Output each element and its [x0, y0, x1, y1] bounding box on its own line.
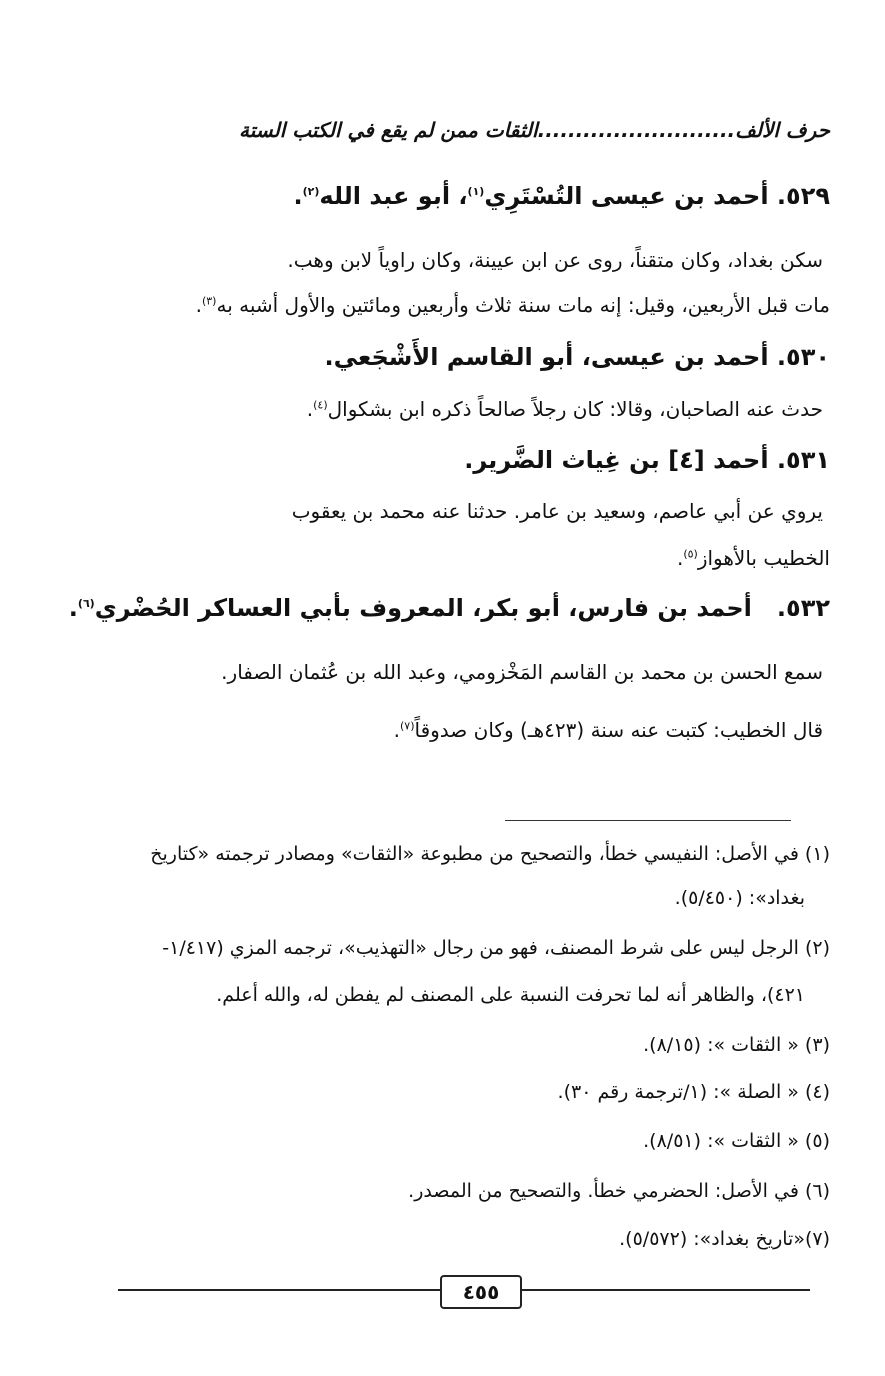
entry-531-line-1 — [55, 499, 823, 523]
text: قال الخطيب: كتبت عنه سنة (٤٢٣هـ) وكان صدوقاً — [414, 718, 823, 742]
footnote-ref: (٣) — [201, 294, 217, 308]
footnote-text: (٦) في الأصل: الحضرمي خطأ. والتصحيح من المصدر. — [408, 1180, 830, 1202]
footnote-ref: (٧) — [399, 719, 415, 733]
footnote-ref: (٦) — [77, 597, 95, 610]
entry-number: ٥٣٠. — [776, 343, 830, 371]
footnote-3 — [55, 1034, 830, 1056]
footnote-text: (٢) الرجل ليس على شرط المصنف، فهو من رجال «التهذيب»، ترجمه المزي (١/٤١٧- — [162, 937, 830, 959]
footnote-7 — [55, 1228, 830, 1250]
footnote-text: (٤) « الصلة »: (١/ترجمة رقم ٣٠). — [557, 1081, 830, 1103]
entry-name: أحمد بن فارس، أبو بكر، المعروف بأبي العساكر الحُضْري — [94, 594, 752, 622]
header-book-title: الثقات ممن لم يقع في الكتب الستة — [239, 118, 538, 142]
footnote-ref: (٥) — [683, 547, 698, 561]
entry-529-line-2 — [55, 293, 830, 317]
entry-529-title — [55, 182, 830, 210]
entry-kunya: ، أبو عبد الله — [319, 182, 468, 210]
page-number: ٤٥٥ — [440, 1275, 522, 1309]
footnote-6 — [55, 1180, 830, 1202]
footnote-text: (٥) « الثقات »: (٨/٥١). — [643, 1130, 830, 1152]
footnote-5 — [55, 1130, 830, 1152]
entry-name: أحمد بن عيسى التُسْتَرِي — [484, 182, 769, 210]
footnote-1-line-2 — [55, 887, 805, 909]
text: الخطيب بالأهواز — [697, 546, 830, 570]
entry-name: أحمد بن عيسى، أبو القاسم الأَشْجَعي. — [324, 343, 769, 371]
punct: . — [393, 718, 400, 742]
footnote-separator — [505, 820, 791, 821]
text: سكن بغداد، وكان متقناً، روى عن ابن عيينة، وكان راوياً لابن وهب. — [287, 248, 823, 272]
entry-number: ٥٢٩. — [776, 182, 830, 210]
punct: . — [306, 397, 314, 421]
punct: . — [195, 293, 202, 317]
entry-number: ٥٣١. — [776, 446, 830, 474]
header-section: حرف الألف — [735, 118, 830, 142]
footnote-text: (١) في الأصل: النفيسي خطأ، والتصحيح من مطبوعة «الثقات» ومصادر ترجمته «كتاريخ — [150, 843, 830, 865]
punct: . — [293, 182, 303, 210]
entry-529-line-1 — [55, 248, 823, 272]
header-dots: .......................... — [537, 118, 736, 142]
entry-531-line-2 — [55, 546, 830, 570]
punct: . — [68, 594, 78, 622]
footnote-ref: (٢) — [302, 185, 320, 198]
entry-530-title — [55, 343, 830, 371]
footnote-ref: (١) — [467, 185, 485, 198]
footnote-text: ٤٢١)، والظاهر أنه لما تحرفت النسبة على المصنف لم يفطن له، والله أعلم. — [216, 984, 805, 1006]
entry-name: أحمد [٤] بن غِياث الضَّرير. — [464, 446, 769, 474]
bottom-rule-left — [118, 1289, 440, 1291]
punct: . — [676, 546, 684, 570]
entry-number: ٥٣٢. — [776, 594, 830, 622]
footnote-text: (٣) « الثقات »: (٨/١٥). — [643, 1034, 830, 1056]
footnote-2-line-2 — [55, 984, 805, 1006]
footnote-4 — [55, 1081, 830, 1103]
entry-532-line-1 — [55, 660, 823, 684]
entry-531-title — [55, 446, 830, 474]
footnote-2-line-1 — [55, 937, 830, 959]
bottom-rule-right — [520, 1289, 810, 1291]
footnote-1-line-1 — [55, 843, 830, 865]
text: يروي عن أبي عاصم، وسعيد بن عامر. حدثنا عنه محمد بن يعقوب — [291, 499, 823, 523]
text: سمع الحسن بن محمد بن القاسم المَخْزومي، وعبد الله بن عُثمان الصفار. — [221, 660, 823, 684]
entry-530-line-1 — [55, 397, 823, 421]
footnote-ref: (٤) — [313, 398, 328, 412]
footnote-text: بغداد»: (٥/٤٥٠). — [674, 887, 805, 909]
footnote-text: (٧)«تاريخ بغداد»: (٥/٥٧٢). — [619, 1228, 830, 1250]
running-header — [55, 118, 830, 142]
text: حدث عنه الصاحبان، وقالا: كان رجلاً صالحاً ذكره ابن بشكوال — [327, 397, 823, 421]
entry-532-line-2 — [55, 718, 823, 742]
entry-532-title — [55, 594, 830, 622]
text: مات قبل الأربعين، وقيل: إنه مات سنة ثلاث وأربعين ومائتين والأول أشبه به — [216, 293, 830, 317]
